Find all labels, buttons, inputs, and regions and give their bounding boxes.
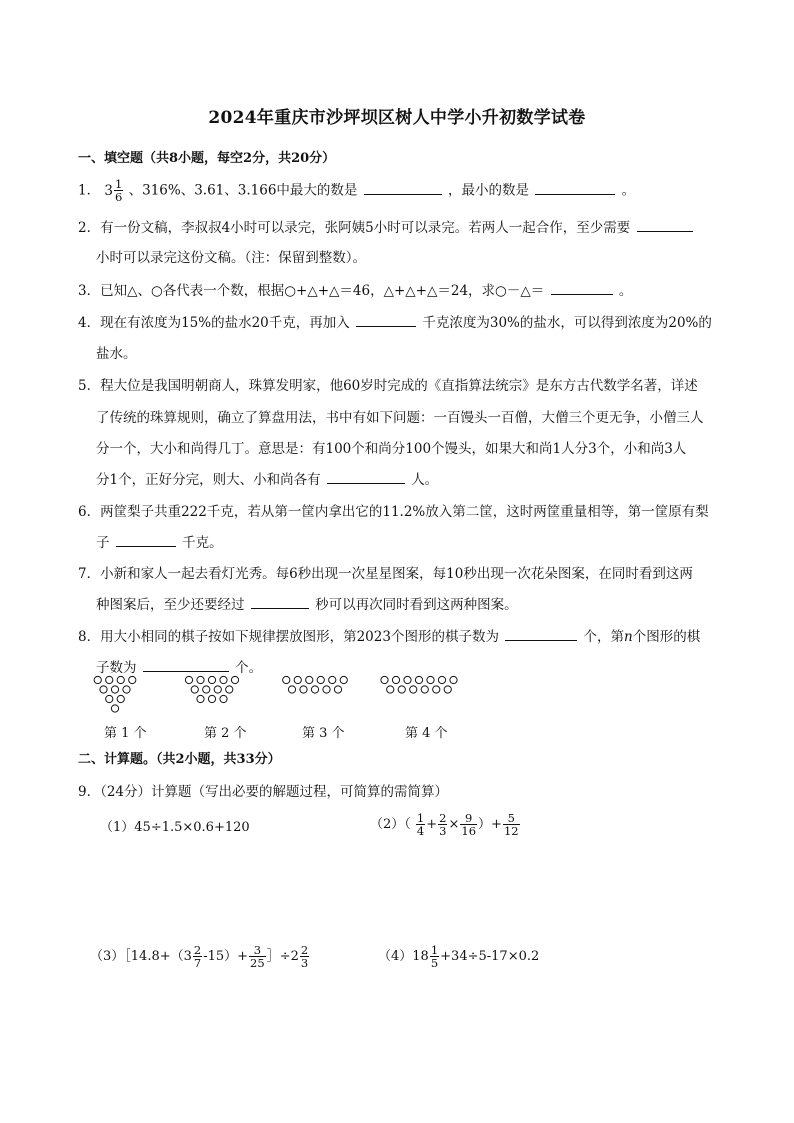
expr-text: +34÷5-17×0.2 (440, 949, 540, 965)
chess-piece (433, 686, 440, 693)
figure-label: 第 2 个 (204, 726, 247, 741)
question-9: 9．（24分）计算题（写出必要的解题过程，可简算的需简算） (78, 784, 449, 800)
mixed-number (104, 178, 124, 203)
question-text: 2．有一份文稿，李叔叔4小时可以录完，张阿姨5小时可以录完。若两人一起合作，至少需要 (78, 220, 631, 236)
answer-blank[interactable] (327, 469, 405, 484)
chess-piece (129, 676, 136, 683)
fraction (114, 178, 123, 203)
chess-piece (191, 686, 198, 693)
chess-piece (226, 686, 233, 693)
expr-text: -15）+ (203, 949, 249, 965)
chess-piece (381, 676, 388, 683)
denominator: 4 (416, 824, 425, 839)
chess-piece (208, 676, 215, 683)
chess-piece (438, 676, 445, 683)
denominator: 3 (439, 824, 447, 839)
chess-piece (323, 686, 330, 693)
figure-label: 第 4 个 (405, 726, 448, 741)
chess-piece (203, 686, 210, 693)
chess-piece (329, 676, 336, 683)
numerator: 3 (249, 944, 266, 957)
numerator: 9 (460, 812, 477, 825)
question-text: 子数为 (96, 660, 137, 676)
question-4-cont (96, 342, 137, 362)
chess-piece (427, 676, 434, 683)
chess-piece (214, 686, 221, 693)
chess-piece (294, 676, 301, 683)
question-text: 4．现在有浓度为15%的盐水20千克，再加入 (78, 315, 350, 331)
question-text: 个。 (235, 660, 263, 676)
numerator: 2 (193, 943, 202, 957)
question-text: 秒可以再次同时看到这两种图案。 (315, 597, 518, 613)
fraction (430, 944, 439, 969)
numerator: 2 (300, 943, 309, 957)
calc-part-4 (378, 944, 539, 969)
question-text: ，最小的数是 (448, 182, 530, 199)
chess-piece (220, 676, 227, 683)
pattern-svg (88, 670, 468, 720)
calc-part-3 (90, 944, 310, 969)
chess-piece (450, 676, 457, 683)
question-5-line2: 了传统的珠算规则，确立了算盘用法，书中有如下问题：一百馒头一百僧，大僧三个更无争，小僧三人 (96, 410, 704, 426)
chess-piece (208, 695, 215, 702)
fraction (249, 944, 266, 969)
chess-piece (317, 676, 324, 683)
calc-part-2 (370, 812, 521, 837)
chess-piece (334, 686, 341, 693)
expr-text: ］÷2 (266, 949, 299, 965)
question-2 (78, 216, 695, 236)
question-5: 5．程大位是我国明朝商人，珠算发明家，他60岁时完成的《直指算法统宗》是东方古代数学名著，详述 (78, 378, 698, 394)
mixed-whole: 3 (104, 182, 113, 199)
answer-blank[interactable] (551, 280, 613, 295)
expr-text: （4）18 (378, 949, 429, 965)
question-text: 8．用大小相同的棋子按如下规律摆放图形，第2023个图形的棋子数为 (78, 629, 499, 645)
chess-piece (306, 676, 313, 683)
expr-text: （2）（ (370, 817, 411, 833)
question-text: 子 (96, 535, 110, 551)
question-text: 个图形的棋 (632, 629, 701, 645)
question-5-line3: 分一个，大小和尚得几丁。意思是：有100个和尚分100个馒头，如果大和尚1人分3个，小和尚3人 (96, 441, 687, 457)
chess-piece (123, 686, 130, 693)
fraction (460, 812, 477, 837)
question-text: 千克。 (182, 535, 223, 551)
chess-piece (392, 676, 399, 683)
answer-blank[interactable] (116, 532, 176, 547)
question-text: 种图案后，至少还要经过 (96, 597, 245, 613)
numerator: 5 (503, 812, 520, 825)
answer-blank[interactable] (505, 626, 577, 641)
question-7: 7．小新和家人一起去看灯光秀。每6秒出现一次星星图案，每10秒出现一次花朵图案，在同时看到这两 (78, 566, 693, 582)
denominator: 3 (300, 956, 309, 971)
question-text: 小时可以录完这份文稿。（注：保留到整数）。 (96, 250, 366, 266)
chess-piece (197, 676, 204, 683)
question-6: 6．两筐梨子共重222千克，若从第一筐内拿出它的11.2%放入第二筐，这时两筐重量相等，第一筐原有梨 (78, 504, 709, 520)
question-3 (78, 279, 632, 299)
chess-piece (106, 676, 113, 683)
chess-piece (220, 695, 227, 702)
question-5-line4 (96, 468, 438, 488)
answer-blank[interactable] (356, 312, 416, 327)
chess-piece (421, 686, 428, 693)
question-text: 。 (621, 182, 636, 199)
expr-text: （3）［14.8+（3 (90, 949, 192, 965)
chess-piece (410, 686, 417, 693)
expr-text: + (426, 817, 438, 833)
denominator: 16 (461, 824, 477, 839)
chess-piece (300, 686, 307, 693)
question-8 (78, 625, 700, 645)
answer-blank[interactable] (637, 217, 693, 232)
chess-piece (340, 676, 347, 683)
question-1 (78, 178, 635, 203)
chess-piece (106, 695, 113, 702)
question-6-cont (96, 531, 223, 551)
question-text: 分1个，正好分完，则大、小和尚各有 (96, 472, 321, 488)
chess-piece (117, 676, 124, 683)
numerator: 1 (430, 943, 439, 957)
fraction (438, 812, 447, 837)
calc-part-1: （1）45÷1.5×0.6+120 (100, 820, 250, 835)
denominator: 25 (250, 956, 265, 971)
denominator: 5 (430, 956, 439, 971)
chess-piece (288, 686, 295, 693)
numerator: 1 (416, 811, 425, 825)
question-number: 1． (78, 182, 101, 199)
section-heading-calculation: 二、计算题。（共2小题，共33分） (78, 752, 281, 767)
question-4 (78, 311, 712, 331)
variable-n: n (624, 629, 633, 645)
chess-piece (404, 676, 411, 683)
numerator: 1 (114, 177, 123, 191)
chess-piece (311, 686, 318, 693)
chess-piece (111, 686, 118, 693)
question-text: 3．已知△、○各代表一个数，根据○+△+△＝46，△+△+△＝24，求○－△＝ (78, 283, 545, 299)
question-text: 、316%、3.61、3.166中最大的数是 (128, 182, 358, 199)
chess-piece (387, 686, 394, 693)
question-text: 千克浓度为30%的盐水，可以得到浓度为20%的 (422, 315, 712, 331)
question-text: 。 (618, 283, 633, 299)
denominator: 7 (193, 956, 202, 971)
section-heading-fill-in: 一、填空题（共8小题，每空2分，共20分） (78, 151, 336, 166)
chess-piece (231, 676, 238, 683)
denominator: 6 (114, 190, 123, 205)
answer-blank[interactable] (251, 594, 309, 609)
fraction (503, 812, 520, 837)
chess-piece (94, 676, 101, 683)
denominator: 12 (503, 824, 519, 839)
question-text: 盐水。 (96, 346, 137, 362)
chess-piece (111, 705, 118, 712)
chess-piece (444, 686, 451, 693)
chess-piece (415, 676, 422, 683)
answer-blank[interactable] (535, 180, 615, 195)
question-text: 人。 (411, 472, 439, 488)
answer-blank[interactable] (364, 180, 442, 195)
numerator: 2 (439, 811, 447, 825)
fraction (300, 944, 309, 969)
fraction (416, 812, 425, 837)
question-text: 个，第 (583, 629, 625, 645)
expr-text: ）+ (478, 817, 502, 833)
figure-label: 第 3 个 (302, 726, 345, 741)
chess-piece (100, 686, 107, 693)
chess-piece (398, 686, 405, 693)
chess-piece (197, 695, 204, 702)
question-2-cont (96, 246, 366, 266)
figure-label: 第 1 个 (104, 726, 147, 741)
chess-piece (185, 676, 192, 683)
chess-piece (117, 695, 124, 702)
page-title: 2024年重庆市沙坪坝区树人中学小升初数学试卷 (208, 108, 586, 128)
fraction (193, 944, 202, 969)
question-7-cont (96, 593, 518, 613)
expr-text: × (448, 817, 460, 833)
chess-piece (283, 676, 290, 683)
